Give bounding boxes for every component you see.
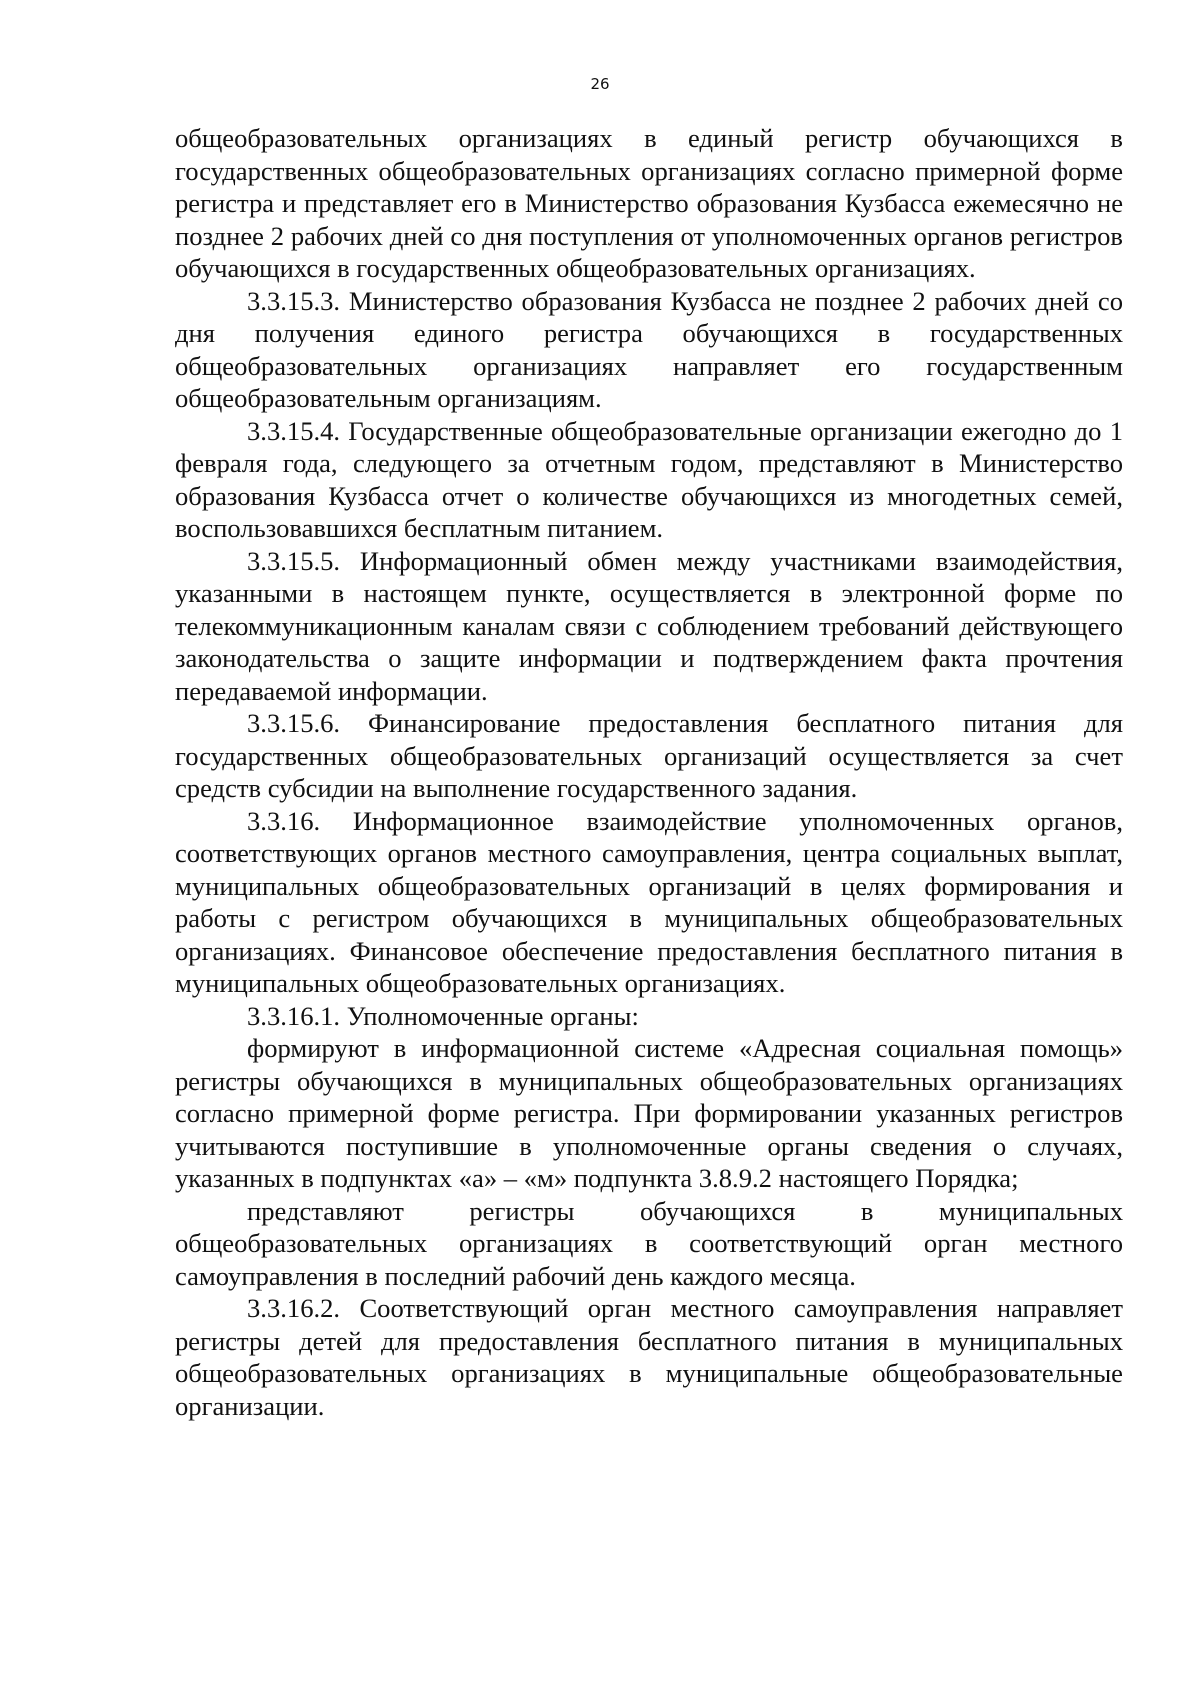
paragraph-3-3-15-3: 3.3.15.3. Министерство образования Кузбасса не позднее 2 рабочих дней со дня получения единого регистра обучающихся в государственных общеобразовательных организациях направляет его государственным общеобразовательным организациям.: [175, 285, 1123, 413]
paragraph-3-3-15-4: 3.3.15.4. Государственные общеобразовательные организации ежегодно до 1 февраля года, следующего за отчетным годом, представляют в Министерство образования Кузбасса отчет о количестве обучающихся из многодетных семей, воспользовавшихся бесплатным питанием.: [175, 415, 1123, 543]
paragraph-continuation: общеобразовательных организациях в единый регистр обучающихся в государственных общеобразовательных организациях согласно примерной форме регистра и представляет его в Министерство образования Кузбасса ежемесячно не позднее 2 рабочих дней со дня поступления от уполномоченных органов регистров обучающихся в государственных общеобразовательных организациях.: [175, 123, 1123, 283]
paragraph-submit-registers: представляют регистры обучающихся в муниципальных общеобразовательных организациях в соответствующий орган местного самоуправления в последний рабочий день каждого месяца.: [175, 1195, 1123, 1291]
paragraph-3-3-15-6: 3.3.15.6. Финансирование предоставления бесплатного питания для государственных общеобразовательных организаций осуществляется за счет средств субсидии на выполнение государственного задания.: [175, 708, 1123, 803]
document-body: [175, 122, 1123, 1422]
paragraph-3-3-16-2: 3.3.16.2. Соответствующий орган местного самоуправления направляет регистры детей для предоставления бесплатного питания в муниципальных общеобразовательных организациях в муниципальные общеобразовательные организации.: [175, 1293, 1123, 1421]
paragraph-3-3-16-1: 3.3.16.1. Уполномоченные органы:: [247, 1000, 639, 1031]
page-number: 26: [590, 75, 610, 93]
paragraph-3-3-15-5: 3.3.15.5. Информационный обмен между участниками взаимодействия, указанными в настоящем пункте, осуществляется в электронной форме по телекоммуникационным каналам связи с соблюдением требований действующего законодательства о защите информации и подтверждением факта прочтения передаваемой информации.: [175, 545, 1123, 706]
paragraph-form-registers: формируют в информационной системе «Адресная социальная помощь» регистры обучающихся в муниципальных общеобразовательных организациях согласно примерной форме регистра. При формировании указанных регистров учитываются поступившие в уполномоченные органы сведения о случаях, указанных в подпунктах «а» – «м» подпункта 3.8.9.2 настоящего Порядка;: [175, 1033, 1123, 1193]
paragraph-3-3-16: 3.3.16. Информационное взаимодействие уполномоченных органов, соответствующих органов местного самоуправления, центра социальных выплат, муниципальных общеобразовательных организаций в целях формирования и работы с регистром обучающихся в муниципальных общеобразовательных организациях. Финансовое обеспечение предоставления бесплатного питания в муниципальных общеобразовательных организациях.: [175, 805, 1123, 998]
